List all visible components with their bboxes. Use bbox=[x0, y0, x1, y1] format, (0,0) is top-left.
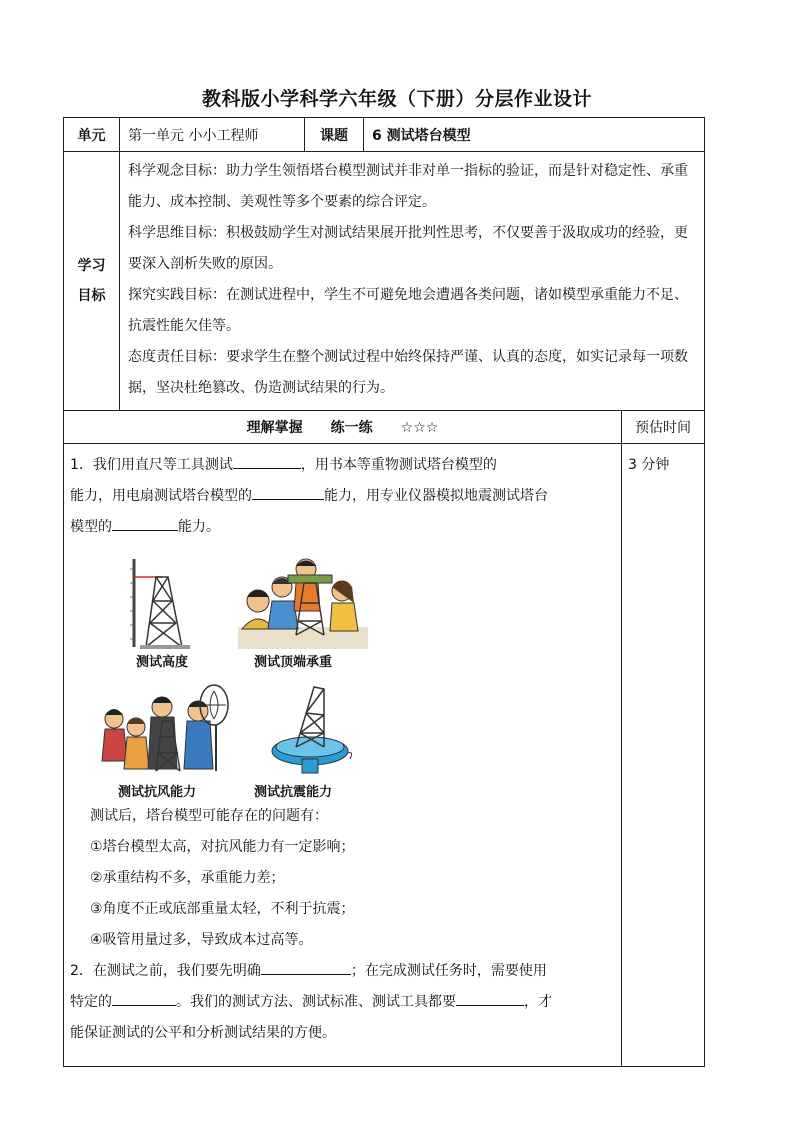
issue-item: ①塔台模型太高，对抗风能力有一定影响； bbox=[90, 839, 355, 855]
topic-value: 6 测试塔台模型 bbox=[364, 118, 705, 152]
goals-row bbox=[64, 152, 705, 411]
exercise-content bbox=[64, 444, 622, 1067]
goal-thinking: 科学思维目标：积极鼓励学生对测试结果展开批判性思考，不仅要善于汲取成功的经验，更要深入剖析失败的原因。 bbox=[128, 225, 688, 272]
issues-intro: 测试后，塔台模型可能存在的问题有： bbox=[90, 808, 328, 824]
unit-value: 第一单元 小小工程师 bbox=[120, 118, 305, 152]
answer-blank[interactable] bbox=[261, 956, 351, 975]
answer-blank[interactable] bbox=[456, 987, 524, 1006]
goals-content bbox=[120, 152, 705, 411]
goals-label-line1: 学习 bbox=[77, 258, 106, 274]
answer-blank[interactable] bbox=[233, 450, 301, 469]
topic-label: 课题 bbox=[305, 118, 364, 152]
goals-label bbox=[64, 152, 120, 411]
time-value: 3 分钟 bbox=[622, 444, 705, 1067]
page-title: 教科版小学科学六年级（下册）分层作业设计 bbox=[201, 88, 592, 110]
issue-item: ③角度不正或底部重量太轻，不利于抗震； bbox=[90, 901, 355, 917]
worksheet-table bbox=[63, 117, 705, 1067]
answer-blank[interactable] bbox=[112, 512, 178, 531]
exercise-row bbox=[64, 444, 705, 1067]
goal-practice: 探究实践目标：在测试进程中，学生不可避免地会遭遇各类问题，诸如模型承重能力不足、抗震性能欠佳等。 bbox=[128, 287, 688, 334]
unit-label: 单元 bbox=[64, 118, 120, 152]
goal-concept: 科学观念目标：助力学生领悟塔台模型测试并非对单一指标的验证，而是针对稳定性、承重能力、成本控制、美观性等多个要素的综合评定。 bbox=[128, 163, 688, 210]
section-title: 理解掌握 练一练 ☆☆☆ bbox=[64, 411, 622, 444]
time-header: 预估时间 bbox=[622, 411, 705, 444]
tower-quake-illustration bbox=[266, 681, 366, 777]
question-1: 1．我们用直尺等工具测试 ，用书本等重物测试塔台模型的 能力，用电扇测试塔台模型的 能力，用专业仪器模拟地震测试塔台 模型的 能力。 bbox=[70, 450, 615, 543]
answer-blank[interactable] bbox=[112, 987, 176, 1006]
section-header-row bbox=[64, 411, 705, 444]
answer-blank[interactable] bbox=[252, 481, 324, 500]
caption-top-load: 测试顶端承重 bbox=[254, 655, 333, 670]
tower-height-illustration bbox=[114, 555, 204, 651]
header-row bbox=[64, 118, 705, 152]
caption-quake: 测试抗震能力 bbox=[254, 785, 333, 800]
caption-height: 测试高度 bbox=[136, 655, 189, 670]
question-2: 2．在测试之前，我们要先明确 ；在完成测试任务时，需要使用 特定的 。我们的测试方法、测试标准、测试工具都要 ，才 能保证测试的公平和分析测试结果的方便。 bbox=[70, 956, 615, 1049]
test-illustrations bbox=[70, 543, 615, 801]
tower-load-illustration bbox=[238, 551, 368, 649]
issue-item: ②承重结构不多，承重能力差； bbox=[90, 870, 285, 886]
goals-label-line2: 目标 bbox=[77, 288, 106, 304]
caption-wind: 测试抗风能力 bbox=[118, 785, 197, 800]
tower-wind-illustration bbox=[100, 681, 230, 777]
goal-attitude: 态度责任目标：要求学生在整个测试过程中始终保持严谨、认真的态度，如实记录每一项数据，坚决杜绝篡改、伪造测试结果的行为。 bbox=[128, 349, 688, 396]
issue-item: ④吸管用量过多，导致成本过高等。 bbox=[90, 932, 313, 948]
